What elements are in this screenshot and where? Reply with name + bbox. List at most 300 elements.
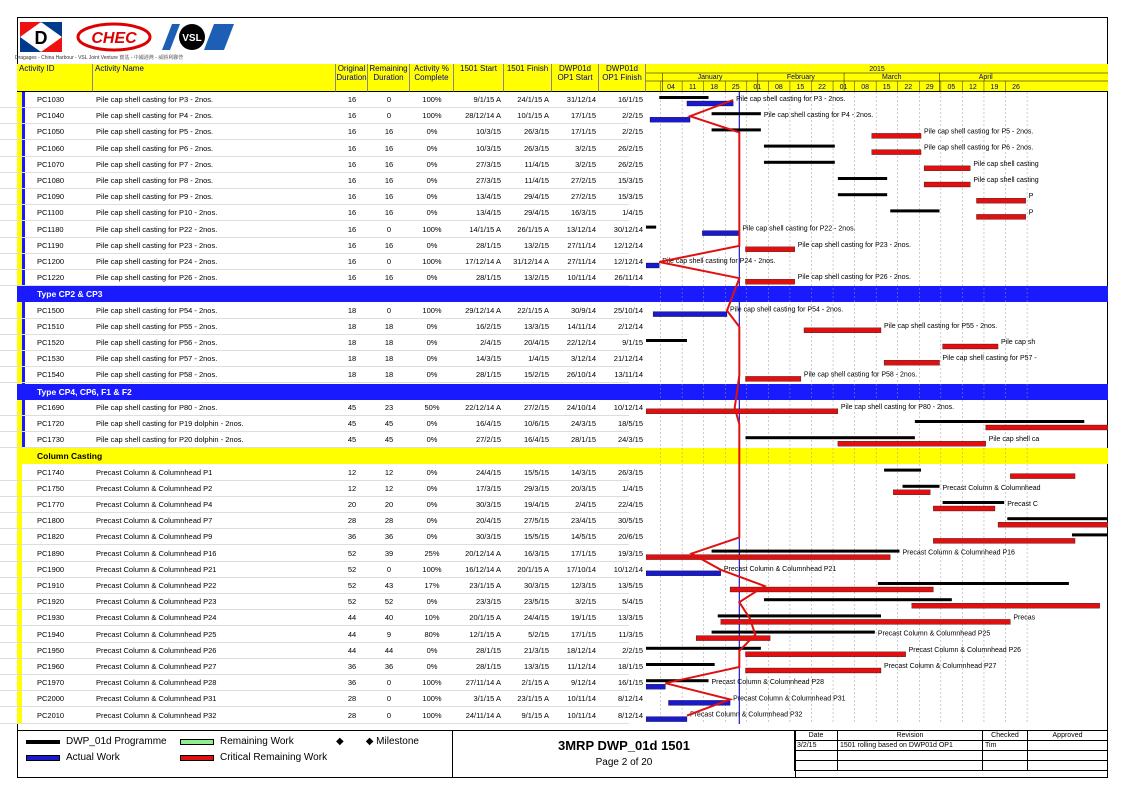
programme-bar <box>890 209 939 212</box>
actual-work-bar[interactable] <box>653 312 727 317</box>
cell-rd: 0 <box>386 224 392 234</box>
critical-work-bar[interactable] <box>646 555 890 560</box>
gantt-bar-label: Pile cap shell casting for P26 - 2nos. <box>797 274 911 282</box>
cell-s: 20/4/15 <box>475 516 501 526</box>
col-header-start[interactable]: 1501 Start <box>454 64 504 92</box>
cell-rd: 28 <box>384 516 394 526</box>
cell-os: 30/9/14 <box>570 305 596 315</box>
cell-f: 15/5/15 <box>523 532 549 542</box>
col-header-finish[interactable]: 1501 Finish <box>504 64 552 92</box>
cell-of: 24/3/15 <box>617 435 643 445</box>
programme-bar <box>718 614 881 617</box>
table-row[interactable] <box>0 173 643 189</box>
cell-f: 16/3/15 <box>523 548 549 558</box>
cell-rd: 9 <box>386 629 392 639</box>
cell-id: PC1950 <box>37 645 65 655</box>
actual-work-bar[interactable] <box>702 231 739 236</box>
programme-bar <box>943 501 1005 504</box>
cell-rd: 18 <box>384 370 394 380</box>
cell-s: 17/3/15 <box>475 483 501 493</box>
cell-pct: 0% <box>426 159 438 169</box>
col-header-op1-start[interactable]: DWP01d OP1 Start <box>552 64 599 92</box>
gantt-bar-label: Pile cap shell casting for P57 - <box>942 355 1037 363</box>
gantt-bar-label: Pile cap shell casting for P4 - 2nos. <box>763 112 874 120</box>
cell-id: PC1820 <box>37 532 65 542</box>
cell-name: Precast Column & Columnhead P16 <box>96 548 217 558</box>
cell-f: 30/3/15 <box>523 581 549 590</box>
cell-od: 16 <box>347 273 357 283</box>
cell-od: 16 <box>347 257 357 266</box>
svg-text:VSL: VSL <box>182 33 202 44</box>
cell-os: 27/11/14 <box>567 240 596 250</box>
table-row[interactable] <box>0 675 643 691</box>
table-row[interactable] <box>0 497 643 513</box>
cell-od: 16 <box>347 224 357 234</box>
cell-od: 16 <box>347 143 357 153</box>
actual-work-bar[interactable] <box>646 571 721 576</box>
table-row[interactable] <box>0 659 643 675</box>
gantt-bar-label: Pile cap shell casting for P23 - 2nos. <box>797 241 911 249</box>
cell-f: 9/1/15 A <box>521 710 549 720</box>
cell-name: Pile cap shell casting for P8 - 2nos. <box>96 176 214 185</box>
critical-work-bar[interactable] <box>893 490 930 495</box>
cell-s: 28/1/15 <box>475 662 501 671</box>
cell-os: 23/4/15 <box>570 516 596 526</box>
critical-work-bar[interactable] <box>1010 474 1075 479</box>
cell-f: 15/2/15 <box>523 370 549 380</box>
cell-pct: 100% <box>422 694 442 704</box>
cell-rd: 16 <box>384 176 394 185</box>
table-row[interactable] <box>0 562 643 578</box>
cell-od: 16 <box>347 176 357 185</box>
cell-rd: 52 <box>384 597 394 607</box>
actual-work-bar[interactable] <box>646 684 665 689</box>
table-row[interactable] <box>0 643 643 659</box>
cell-s: 30/3/15 <box>475 532 501 542</box>
table-row[interactable] <box>0 465 643 481</box>
cell-pct: 0% <box>426 240 438 250</box>
cell-s: 10/3/15 <box>475 143 501 153</box>
cell-s: 28/1/15 <box>475 645 501 655</box>
col-header-activity-id[interactable]: Activity ID <box>17 64 93 92</box>
rev-header-checked: Checked <box>983 731 1028 741</box>
critical-work-bar[interactable] <box>976 198 1025 203</box>
programme-bar <box>764 598 952 601</box>
critical-work-bar[interactable] <box>924 166 970 171</box>
cell-pct: 100% <box>422 257 442 266</box>
cell-name: Precast Column & Columnhead P22 <box>96 581 217 590</box>
cell-pct: 25% <box>424 548 440 558</box>
critical-work-bar[interactable] <box>745 376 800 381</box>
vsl-logo <box>160 22 234 52</box>
timescale-week: 08 <box>861 84 869 91</box>
critical-work-bar[interactable] <box>646 409 838 414</box>
gantt-bar-label: P <box>1028 193 1034 201</box>
cell-s: 24/11/14 A <box>465 710 501 720</box>
cell-id: PC2010 <box>37 710 65 720</box>
cell-rd: 40 <box>384 613 394 623</box>
cell-s: 28/12/14 A <box>465 111 501 121</box>
table-row[interactable] <box>0 189 643 205</box>
legend-programme-label: DWP_01d Programme <box>66 736 167 747</box>
cell-f: 16/4/15 <box>523 435 549 445</box>
cell-rd: 18 <box>384 338 394 347</box>
critical-work-bar[interactable] <box>872 150 921 155</box>
gantt-bar-label: Precast Column & Columnhead P26 <box>908 646 1022 654</box>
cell-os: 3/2/15 <box>575 143 596 153</box>
critical-work-bar[interactable] <box>745 279 794 284</box>
legend-milestone-label: ◆ Milestone <box>365 736 419 747</box>
cell-os: 10/11/14 <box>567 710 596 720</box>
cell-name: Precast Column & Columnhead P24 <box>96 613 217 623</box>
cell-of: 15/3/15 <box>617 192 643 202</box>
gantt-bar-label: Pile cap shell ca <box>988 436 1040 444</box>
cell-name: Precast Column & Columnhead P28 <box>96 678 217 688</box>
cell-name: Pile cap shell casting for P24 - 2nos. <box>96 257 218 266</box>
cell-s: 30/3/15 <box>475 500 501 509</box>
cell-s: 28/1/15 <box>475 240 501 250</box>
cell-os: 26/10/14 <box>566 370 596 380</box>
cell-s: 14/3/15 <box>475 354 501 364</box>
actual-work-bar[interactable] <box>646 717 687 722</box>
col-header-percent-complete[interactable]: Activity % Complete <box>410 64 454 92</box>
cell-os: 17/1/15 <box>570 127 596 137</box>
cell-name: Precast Column & Columnhead P27 <box>96 662 217 671</box>
timescale-week: 15 <box>796 84 805 91</box>
cell-name: Pile cap shell casting for P20 dolphin - 2nos. <box>96 435 244 445</box>
table-row[interactable] <box>0 367 643 383</box>
cell-os: 14/5/15 <box>570 532 596 542</box>
gantt-bar-label: Pile cap shell casting for P24 - 2nos. <box>662 258 776 265</box>
cell-s: 20/1/15 A <box>469 613 501 623</box>
critical-work-bar[interactable] <box>943 344 998 349</box>
cell-of: 1/4/15 <box>622 483 643 493</box>
cell-f: 11/4/15 <box>524 176 549 185</box>
gantt-bar-label: Precast Column & Columnhead P28 <box>711 679 824 687</box>
cell-os: 22/12/14 <box>566 338 596 347</box>
cell-f: 24/4/15 <box>523 613 549 623</box>
timescale-week: 18 <box>710 84 719 91</box>
table-row[interactable] <box>0 416 643 432</box>
cell-s: 28/1/15 <box>475 273 501 283</box>
programme-bar <box>884 469 921 472</box>
programme-bar <box>1072 533 1108 536</box>
table-row[interactable] <box>0 238 643 254</box>
cell-od: 28 <box>347 694 357 704</box>
cell-id: PC1090 <box>37 192 65 202</box>
critical-work-bar[interactable] <box>998 522 1108 527</box>
legend-actual-swatch <box>26 755 60 761</box>
critical-work-bar[interactable] <box>838 441 986 446</box>
cell-pct: 0% <box>426 500 438 509</box>
timescale-week: 25 <box>731 84 740 91</box>
cell-os: 17/10/14 <box>566 564 596 574</box>
programme-bar <box>745 436 914 439</box>
critical-work-bar[interactable] <box>872 133 921 138</box>
cell-f: 26/3/15 <box>523 143 549 153</box>
cell-od: 44 <box>347 645 357 655</box>
cell-pct: 0% <box>426 208 438 218</box>
table-row[interactable] <box>0 222 643 238</box>
cell-s: 29/12/14 A <box>465 305 501 315</box>
cell-rd: 12 <box>384 483 394 493</box>
cell-rd: 0 <box>386 257 392 266</box>
timescale-week: 08 <box>774 84 783 91</box>
table-row[interactable] <box>0 319 643 335</box>
cell-f: 19/4/15 <box>523 500 549 509</box>
svg-text:D: D <box>34 28 48 48</box>
cell-id: PC1890 <box>37 548 65 558</box>
gantt-bar-label: Pile cap shell casting <box>973 177 1039 184</box>
actual-work-bar[interactable] <box>650 117 690 122</box>
cell-s: 24/4/15 <box>475 467 501 477</box>
table-row[interactable] <box>0 270 643 286</box>
cell-od: 16 <box>347 159 357 169</box>
timescale-year: 2015 <box>869 66 885 73</box>
cell-rd: 0 <box>386 305 392 315</box>
cell-pct: 0% <box>426 338 438 347</box>
critical-work-bar[interactable] <box>745 668 881 673</box>
legend-programme <box>26 736 167 747</box>
timescale-week: 12 <box>969 84 977 91</box>
critical-work-bar[interactable] <box>721 619 1011 624</box>
cell-rd: 20 <box>384 500 394 509</box>
actual-work-bar[interactable] <box>646 263 659 268</box>
cell-name: Pile cap shell casting for P80 - 2nos. <box>96 402 218 412</box>
page-number: Page 2 of 20 <box>595 757 653 768</box>
cell-os: 20/3/15 <box>570 483 596 493</box>
critical-work-bar[interactable] <box>933 538 1075 543</box>
cell-f: 13/3/15 <box>523 321 549 331</box>
milestone-icon: ◆ <box>336 736 344 747</box>
programme-bar <box>878 582 1069 585</box>
table-row[interactable] <box>0 481 643 497</box>
critical-work-bar[interactable] <box>912 603 1100 608</box>
cell-rd: 0 <box>386 95 392 104</box>
cell-id: PC1970 <box>37 678 65 688</box>
table-row[interactable] <box>0 351 643 367</box>
cell-rd: 0 <box>386 564 392 574</box>
table-row[interactable] <box>0 594 643 610</box>
cell-s: 10/3/15 <box>475 127 501 137</box>
cell-s: 27/3/15 <box>475 176 501 185</box>
cell-of: 13/11/14 <box>614 370 643 380</box>
programme-bar <box>712 631 875 634</box>
cell-os: 24/10/14 <box>566 402 596 412</box>
cell-id: PC1060 <box>37 143 65 153</box>
cell-id: PC1030 <box>37 95 65 104</box>
col-header-remaining-duration[interactable]: Remaining Duration <box>368 64 410 92</box>
programme-bar <box>764 145 835 148</box>
cell-id: PC1100 <box>37 208 64 218</box>
cell-f: 10/6/15 <box>523 419 549 428</box>
cell-os: 18/12/14 <box>566 645 596 655</box>
cell-od: 36 <box>347 532 357 542</box>
table-row[interactable] <box>0 691 643 707</box>
cell-os: 27/2/15 <box>570 192 596 202</box>
cell-name: Pile cap shell casting for P58 - 2nos. <box>96 370 218 380</box>
cell-of: 12/12/14 <box>613 257 643 266</box>
col-header-original-duration[interactable]: Original Duration <box>336 64 368 92</box>
cell-pct: 100% <box>422 678 442 688</box>
cell-pct: 0% <box>426 516 438 526</box>
table-row[interactable] <box>0 205 643 221</box>
col-header-op1-finish[interactable]: DWP01d OP1 Finish <box>599 64 646 92</box>
cell-f: 23/1/15 A <box>517 694 549 704</box>
cell-name: Precast Column & Columnhead P23 <box>96 597 217 607</box>
critical-work-bar[interactable] <box>745 652 905 657</box>
gantt-bar-label: Precast Column & Columnhead P31 <box>733 695 846 703</box>
cell-name: Pile cap shell casting for P26 - 2nos. <box>96 273 218 283</box>
cell-rd: 0 <box>386 678 392 688</box>
cell-pct: 0% <box>426 419 438 428</box>
rev-checked: Tim <box>983 741 1028 751</box>
cell-s: 14/1/15 A <box>469 224 501 234</box>
cell-of: 20/6/15 <box>617 532 643 542</box>
cell-id: PC1740 <box>37 467 65 477</box>
legend-remaining-label: Remaining Work <box>220 736 294 747</box>
programme-bar <box>712 550 900 553</box>
cell-id: PC1220 <box>37 273 65 283</box>
table-row[interactable] <box>0 335 643 351</box>
programme-bar <box>659 96 708 99</box>
cell-os: 17/1/15 <box>570 548 596 558</box>
cell-os: 11/12/14 <box>567 662 596 671</box>
cell-name: Precast Column & Columnhead P21 <box>96 564 217 574</box>
table-row[interactable] <box>0 92 643 108</box>
programme-bar <box>712 112 761 115</box>
cell-pct: 100% <box>422 95 442 104</box>
cell-rd: 16 <box>384 159 394 169</box>
cell-rd: 0 <box>386 694 392 704</box>
cell-of: 1/4/15 <box>622 208 643 218</box>
cell-f: 13/2/15 <box>523 240 549 250</box>
critical-work-bar[interactable] <box>924 182 970 187</box>
table-row[interactable] <box>0 513 643 529</box>
table-row[interactable] <box>0 627 643 643</box>
col-header-activity-name[interactable]: Activity Name <box>93 64 336 92</box>
cell-id: PC1080 <box>37 176 65 185</box>
legend-critical-label: Critical Remaining Work <box>220 752 328 763</box>
cell-id: PC1050 <box>37 127 65 137</box>
cell-s: 3/1/15 A <box>473 694 501 704</box>
timescale-week: 29 <box>925 84 934 91</box>
table-row[interactable] <box>0 141 643 157</box>
cell-name: Pile cap shell casting for P22 - 2nos. <box>96 224 218 234</box>
cell-f: 26/3/15 <box>523 127 549 137</box>
cell-s: 27/3/15 <box>475 159 501 169</box>
table-row[interactable] <box>0 124 643 140</box>
revision-table <box>794 730 1108 778</box>
cell-rd: 16 <box>384 240 394 250</box>
critical-work-bar[interactable] <box>884 360 939 365</box>
group-header-label: Type CP4, CP6, F1 & F2 <box>37 386 132 397</box>
critical-work-bar[interactable] <box>986 425 1108 430</box>
cell-rd: 23 <box>384 402 394 412</box>
table-row[interactable] <box>0 708 643 724</box>
cell-id: PC1730 <box>37 435 65 445</box>
cell-id: PC1540 <box>37 370 65 380</box>
table-row[interactable] <box>0 254 643 270</box>
cell-of: 10/12/14 <box>613 402 643 412</box>
cell-s: 20/12/14 A <box>465 548 501 558</box>
cell-of: 13/3/15 <box>617 613 643 623</box>
cell-of: 9/1/15 <box>622 338 643 347</box>
programme-bar <box>838 177 887 180</box>
cell-s: 16/2/15 <box>475 321 501 331</box>
cell-f: 5/2/15 <box>528 629 549 639</box>
cell-s: 9/1/15 A <box>473 95 501 104</box>
cell-of: 11/3/15 <box>618 629 643 639</box>
rev-header-date: Date <box>795 731 838 741</box>
cell-pct: 100% <box>422 111 442 121</box>
gantt-bar-label: P <box>1028 209 1034 217</box>
cell-od: 28 <box>347 710 357 720</box>
cell-s: 12/1/15 A <box>469 629 501 639</box>
cell-s: 27/2/15 <box>475 435 501 445</box>
cell-rd: 16 <box>384 127 394 137</box>
critical-work-bar[interactable] <box>696 636 770 641</box>
cell-os: 24/3/15 <box>570 419 596 428</box>
cell-of: 2/2/15 <box>622 111 643 121</box>
title-block <box>452 730 796 778</box>
table-row[interactable] <box>0 578 643 594</box>
cell-rd: 0 <box>386 111 392 121</box>
table-row[interactable] <box>0 157 643 173</box>
timescale-week: 05 <box>947 84 956 91</box>
table-row[interactable] <box>0 529 643 545</box>
company-logos <box>20 20 420 70</box>
cell-os: 10/11/14 <box>567 694 596 704</box>
cell-f: 31/12/14 A <box>513 257 549 266</box>
cell-of: 10/12/14 <box>613 564 643 574</box>
cell-pct: 0% <box>426 467 438 477</box>
programme-bar <box>915 420 1084 423</box>
critical-work-bar[interactable] <box>804 328 881 333</box>
cell-f: 26/1/15 A <box>517 224 549 234</box>
cell-os: 28/1/15 <box>570 435 596 445</box>
timescale-week: 26 <box>1012 84 1020 91</box>
cell-name: Precast Column & Columnhead P31 <box>96 694 217 704</box>
timescale-week: 22 <box>904 84 913 91</box>
cell-name: Pile cap shell casting for P9 - 2nos. <box>96 192 214 202</box>
cell-os: 19/1/15 <box>570 613 596 623</box>
legend-programme-swatch <box>26 740 60 744</box>
cell-of: 16/1/15 <box>617 95 643 104</box>
cell-id: PC1180 <box>37 224 64 234</box>
cell-of: 15/3/15 <box>617 176 643 185</box>
cell-od: 16 <box>347 127 357 137</box>
table-row[interactable] <box>0 108 643 124</box>
cell-rd: 45 <box>384 435 394 445</box>
timescale-week: 19 <box>990 84 999 91</box>
critical-work-bar[interactable] <box>745 247 794 252</box>
cell-id: PC1960 <box>37 662 65 671</box>
dragages-logo <box>20 22 62 52</box>
cell-name: Precast Column & Columnhead P7 <box>96 516 213 526</box>
table-row[interactable] <box>0 432 643 448</box>
table-row[interactable] <box>0 303 643 319</box>
cell-of: 26/11/14 <box>614 273 643 283</box>
cell-s: 2/4/15 <box>480 338 501 347</box>
table-row[interactable] <box>0 546 643 562</box>
timescale-week: 04 <box>667 84 675 91</box>
critical-work-bar[interactable] <box>933 506 995 511</box>
cell-pct: 80% <box>424 629 440 639</box>
table-row[interactable] <box>0 400 643 416</box>
critical-work-bar[interactable] <box>976 214 1025 219</box>
table-row[interactable] <box>0 610 643 626</box>
